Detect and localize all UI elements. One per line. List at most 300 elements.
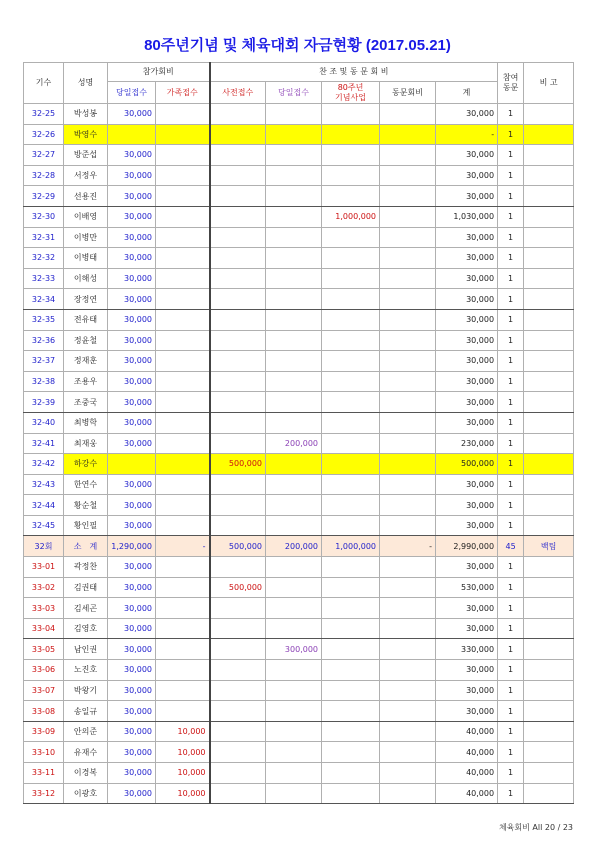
cell-pre-support — [210, 495, 266, 516]
cell-gisu: 32-39 — [24, 392, 64, 413]
cell-day-support — [266, 474, 322, 495]
cell-pre-support — [210, 433, 266, 454]
cell-day-support — [266, 618, 322, 639]
cell-gisu: 32-25 — [24, 104, 64, 125]
cell-attend: 1 — [498, 701, 524, 722]
cell-note — [524, 145, 574, 166]
cell-day-support — [266, 124, 322, 145]
cell-alumni-fee — [380, 742, 436, 763]
cell-day-fee: 30,000 — [108, 412, 156, 433]
cell-gisu: 32-40 — [24, 412, 64, 433]
cell-anniv — [322, 454, 380, 475]
cell-family-fee — [156, 557, 210, 578]
cell-attend: 1 — [498, 206, 524, 227]
cell-attend: 1 — [498, 268, 524, 289]
cell-family-fee: 10,000 — [156, 763, 210, 784]
header-alumni-fee: 동문회비 — [380, 82, 436, 104]
cell-day-support — [266, 742, 322, 763]
cell-note — [524, 124, 574, 145]
cell-total: 30,000 — [436, 104, 498, 125]
cell-anniv: 1,000,000 — [322, 536, 380, 557]
cell-alumni-fee — [380, 433, 436, 454]
cell-total: 30,000 — [436, 268, 498, 289]
cell-total: 1,030,000 — [436, 206, 498, 227]
cell-family-fee — [156, 124, 210, 145]
cell-alumni-fee — [380, 680, 436, 701]
cell-day-support — [266, 227, 322, 248]
cell-total: 30,000 — [436, 412, 498, 433]
header-name: 성명 — [64, 63, 108, 104]
cell-total: 40,000 — [436, 763, 498, 784]
cell-pre-support — [210, 186, 266, 207]
header-day-support: 당일접수 — [266, 82, 322, 104]
cell-name: 이병만 — [64, 227, 108, 248]
cell-day-support — [266, 598, 322, 619]
cell-day-fee: 30,000 — [108, 289, 156, 310]
cell-anniv — [322, 289, 380, 310]
cell-anniv — [322, 742, 380, 763]
cell-alumni-fee — [380, 309, 436, 330]
cell-day-support — [266, 309, 322, 330]
table-row — [24, 618, 574, 639]
table-row — [24, 206, 574, 227]
cell-note — [524, 783, 574, 804]
cell-day-support: 200,000 — [266, 536, 322, 557]
cell-pre-support — [210, 515, 266, 536]
cell-note — [524, 248, 574, 269]
cell-name: 김권태 — [64, 577, 108, 598]
cell-note — [524, 412, 574, 433]
table-row — [24, 371, 574, 392]
cell-day-support — [266, 495, 322, 516]
cell-name: 선용진 — [64, 186, 108, 207]
cell-alumni-fee — [380, 145, 436, 166]
cell-alumni-fee — [380, 557, 436, 578]
cell-day-support — [266, 763, 322, 784]
cell-note — [524, 186, 574, 207]
cell-pre-support — [210, 371, 266, 392]
cell-name: 조용우 — [64, 371, 108, 392]
cell-gisu: 32-28 — [24, 165, 64, 186]
cell-total: 30,000 — [436, 309, 498, 330]
cell-pre-support: 500,000 — [210, 536, 266, 557]
cell-gisu: 33-04 — [24, 618, 64, 639]
cell-pre-support — [210, 557, 266, 578]
cell-name: 최재웅 — [64, 433, 108, 454]
cell-pre-support — [210, 701, 266, 722]
cell-attend: 1 — [498, 660, 524, 681]
cell-family-fee — [156, 701, 210, 722]
table-row — [24, 701, 574, 722]
cell-family-fee — [156, 104, 210, 125]
cell-attend: 1 — [498, 165, 524, 186]
cell-attend: 1 — [498, 309, 524, 330]
cell-total: 30,000 — [436, 145, 498, 166]
cell-anniv: 1,000,000 — [322, 206, 380, 227]
cell-total: 30,000 — [436, 660, 498, 681]
table-row — [24, 289, 574, 310]
cell-attend: 1 — [498, 124, 524, 145]
cell-total: - — [436, 124, 498, 145]
cell-note — [524, 309, 574, 330]
table-row — [24, 412, 574, 433]
cell-anniv — [322, 557, 380, 578]
cell-alumni-fee — [380, 721, 436, 742]
cell-pre-support — [210, 145, 266, 166]
cell-anniv — [322, 701, 380, 722]
cell-name: 장정연 — [64, 289, 108, 310]
cell-alumni-fee — [380, 330, 436, 351]
cell-pre-support — [210, 618, 266, 639]
cell-note — [524, 495, 574, 516]
cell-alumni-fee — [380, 289, 436, 310]
cell-anniv — [322, 618, 380, 639]
table-row — [24, 248, 574, 269]
cell-day-fee: 30,000 — [108, 763, 156, 784]
cell-day-fee: 30,000 — [108, 618, 156, 639]
cell-alumni-fee — [380, 124, 436, 145]
cell-day-fee: 30,000 — [108, 515, 156, 536]
cell-pre-support — [210, 351, 266, 372]
cell-total: 30,000 — [436, 371, 498, 392]
page-footer: 체육회비 All 20 / 23 — [498, 823, 573, 832]
table-row — [24, 660, 574, 681]
cell-day-support — [266, 165, 322, 186]
header-note: 비 고 — [524, 63, 574, 104]
cell-family-fee — [156, 433, 210, 454]
header-day-fee: 당일접수 — [108, 82, 156, 104]
cell-alumni-fee: - — [380, 536, 436, 557]
cell-name: 전유태 — [64, 309, 108, 330]
cell-attend: 1 — [498, 351, 524, 372]
cell-total: 30,000 — [436, 515, 498, 536]
cell-attend: 1 — [498, 371, 524, 392]
cell-anniv — [322, 330, 380, 351]
cell-attend: 1 — [498, 783, 524, 804]
cell-total: 230,000 — [436, 433, 498, 454]
cell-family-fee — [156, 371, 210, 392]
cell-note — [524, 680, 574, 701]
cell-attend: 1 — [498, 742, 524, 763]
table-row — [24, 330, 574, 351]
header-total: 계 — [436, 82, 498, 104]
cell-day-fee: 30,000 — [108, 309, 156, 330]
cell-anniv — [322, 783, 380, 804]
cell-gisu: 33-08 — [24, 701, 64, 722]
cell-note — [524, 433, 574, 454]
cell-day-fee: 1,290,000 — [108, 536, 156, 557]
cell-day-fee: 30,000 — [108, 721, 156, 742]
cell-anniv — [322, 598, 380, 619]
header-gisu: 기수 — [24, 63, 64, 104]
cell-family-fee — [156, 330, 210, 351]
cell-attend: 45 — [498, 536, 524, 557]
cell-pre-support — [210, 783, 266, 804]
cell-family-fee: 10,000 — [156, 742, 210, 763]
cell-gisu: 33-07 — [24, 680, 64, 701]
cell-pre-support: 500,000 — [210, 577, 266, 598]
cell-day-support: 200,000 — [266, 433, 322, 454]
page-title: 80주년기념 및 체육대회 자금현황 (2017.05.21) — [144, 37, 451, 54]
table-row — [24, 145, 574, 166]
cell-name: 이광호 — [64, 783, 108, 804]
cell-note — [524, 639, 574, 660]
cell-alumni-fee — [380, 639, 436, 660]
cell-total: 40,000 — [436, 742, 498, 763]
cell-pre-support — [210, 660, 266, 681]
cell-day-fee: 30,000 — [108, 330, 156, 351]
table-row — [24, 598, 574, 619]
cell-pre-support — [210, 248, 266, 269]
table-row — [24, 165, 574, 186]
cell-alumni-fee — [380, 165, 436, 186]
subtotal-row — [24, 536, 574, 557]
cell-note — [524, 330, 574, 351]
cell-note — [524, 763, 574, 784]
cell-pre-support — [210, 474, 266, 495]
cell-day-support — [266, 248, 322, 269]
cell-anniv — [322, 268, 380, 289]
cell-day-support — [266, 721, 322, 742]
table-row — [24, 721, 574, 742]
cell-total: 30,000 — [436, 701, 498, 722]
cell-family-fee — [156, 165, 210, 186]
cell-anniv — [322, 165, 380, 186]
cell-day-support — [266, 577, 322, 598]
cell-day-support — [266, 680, 322, 701]
cell-pre-support — [210, 330, 266, 351]
cell-family-fee — [156, 309, 210, 330]
cell-note — [524, 268, 574, 289]
cell-name: 송일규 — [64, 701, 108, 722]
cell-gisu: 32-31 — [24, 227, 64, 248]
cell-anniv — [322, 639, 380, 660]
cell-total: 30,000 — [436, 618, 498, 639]
table-row — [24, 309, 574, 330]
cell-anniv — [322, 309, 380, 330]
cell-family-fee: 10,000 — [156, 783, 210, 804]
cell-day-fee: 30,000 — [108, 227, 156, 248]
cell-alumni-fee — [380, 618, 436, 639]
cell-attend: 1 — [498, 392, 524, 413]
cell-gisu: 32-26 — [24, 124, 64, 145]
header-pre-support: 사전접수 — [210, 82, 266, 104]
header-group-support: 찬 조 및 동 문 회 비 — [210, 63, 498, 82]
cell-name: 남인권 — [64, 639, 108, 660]
cell-day-fee: 30,000 — [108, 145, 156, 166]
cell-day-fee: 30,000 — [108, 639, 156, 660]
cell-day-support — [266, 145, 322, 166]
table-row — [24, 783, 574, 804]
cell-alumni-fee — [380, 206, 436, 227]
cell-note — [524, 742, 574, 763]
cell-note — [524, 515, 574, 536]
cell-day-fee: 30,000 — [108, 474, 156, 495]
cell-pre-support: 500,000 — [210, 454, 266, 475]
cell-day-fee: 30,000 — [108, 598, 156, 619]
cell-note — [524, 701, 574, 722]
cell-anniv — [322, 515, 380, 536]
table-row — [24, 351, 574, 372]
cell-total: 530,000 — [436, 577, 498, 598]
cell-family-fee — [156, 392, 210, 413]
cell-attend: 1 — [498, 145, 524, 166]
cell-total: 30,000 — [436, 474, 498, 495]
table-row — [24, 763, 574, 784]
cell-alumni-fee — [380, 104, 436, 125]
cell-name: 하강수 — [64, 454, 108, 475]
cell-alumni-fee — [380, 454, 436, 475]
cell-total: 40,000 — [436, 783, 498, 804]
table-row — [24, 268, 574, 289]
cell-alumni-fee — [380, 351, 436, 372]
header-family-fee: 가족접수 — [156, 82, 210, 104]
cell-note — [524, 227, 574, 248]
cell-note — [524, 371, 574, 392]
cell-note — [524, 721, 574, 742]
cell-pre-support — [210, 763, 266, 784]
cell-alumni-fee — [380, 412, 436, 433]
cell-gisu: 33-12 — [24, 783, 64, 804]
cell-day-fee: 30,000 — [108, 701, 156, 722]
cell-day-fee: 30,000 — [108, 268, 156, 289]
cell-day-support — [266, 289, 322, 310]
cell-family-fee — [156, 598, 210, 619]
cell-pre-support — [210, 206, 266, 227]
cell-name: 박성봉 — [64, 104, 108, 125]
cell-alumni-fee — [380, 515, 436, 536]
cell-name: 박왕기 — [64, 680, 108, 701]
cell-gisu: 32회 — [24, 536, 64, 557]
cell-pre-support — [210, 227, 266, 248]
cell-anniv — [322, 433, 380, 454]
cell-gisu: 32-44 — [24, 495, 64, 516]
cell-day-support — [266, 557, 322, 578]
cell-anniv — [322, 680, 380, 701]
cell-day-support — [266, 186, 322, 207]
cell-gisu: 32-29 — [24, 186, 64, 207]
cell-anniv — [322, 186, 380, 207]
cell-anniv — [322, 248, 380, 269]
cell-total: 30,000 — [436, 680, 498, 701]
cell-note — [524, 474, 574, 495]
cell-name: 박영수 — [64, 124, 108, 145]
cell-name: 소 계 — [64, 536, 108, 557]
cell-gisu: 33-10 — [24, 742, 64, 763]
table-row — [24, 495, 574, 516]
cell-attend: 1 — [498, 639, 524, 660]
cell-alumni-fee — [380, 577, 436, 598]
cell-day-fee: 30,000 — [108, 104, 156, 125]
cell-family-fee — [156, 495, 210, 516]
cell-attend: 1 — [498, 454, 524, 475]
cell-total: 500,000 — [436, 454, 498, 475]
cell-pre-support — [210, 742, 266, 763]
cell-note — [524, 618, 574, 639]
cell-family-fee — [156, 268, 210, 289]
cell-anniv — [322, 371, 380, 392]
cell-name: 정재훈 — [64, 351, 108, 372]
cell-attend: 1 — [498, 618, 524, 639]
cell-alumni-fee — [380, 186, 436, 207]
table-row — [24, 104, 574, 125]
cell-name: 노진호 — [64, 660, 108, 681]
cell-name: 황순철 — [64, 495, 108, 516]
cell-gisu: 32-33 — [24, 268, 64, 289]
cell-name: 이배영 — [64, 206, 108, 227]
cell-gisu: 32-30 — [24, 206, 64, 227]
cell-name: 정윤철 — [64, 330, 108, 351]
cell-day-support — [266, 351, 322, 372]
cell-family-fee — [156, 248, 210, 269]
cell-total: 2,990,000 — [436, 536, 498, 557]
cell-pre-support — [210, 289, 266, 310]
cell-total: 30,000 — [436, 289, 498, 310]
cell-note — [524, 454, 574, 475]
cell-day-support: 300,000 — [266, 639, 322, 660]
cell-pre-support — [210, 412, 266, 433]
table-row — [24, 433, 574, 454]
cell-family-fee — [156, 660, 210, 681]
cell-gisu: 32-35 — [24, 309, 64, 330]
cell-alumni-fee — [380, 474, 436, 495]
cell-note — [524, 598, 574, 619]
cell-name: 최병학 — [64, 412, 108, 433]
cell-total: 30,000 — [436, 165, 498, 186]
cell-anniv — [322, 124, 380, 145]
cell-day-fee: 30,000 — [108, 742, 156, 763]
cell-name: 이경복 — [64, 763, 108, 784]
cell-day-fee: 30,000 — [108, 495, 156, 516]
cell-gisu: 33-06 — [24, 660, 64, 681]
cell-total: 30,000 — [436, 248, 498, 269]
cell-total: 30,000 — [436, 598, 498, 619]
cell-alumni-fee — [380, 227, 436, 248]
header-group-fee: 참가회비 — [108, 63, 210, 82]
cell-attend: 1 — [498, 577, 524, 598]
cell-pre-support — [210, 124, 266, 145]
cell-gisu: 32-41 — [24, 433, 64, 454]
cell-note — [524, 104, 574, 125]
cell-pre-support — [210, 309, 266, 330]
cell-family-fee: 10,000 — [156, 721, 210, 742]
cell-family-fee — [156, 206, 210, 227]
cell-family-fee — [156, 680, 210, 701]
cell-pre-support — [210, 104, 266, 125]
cell-attend: 1 — [498, 515, 524, 536]
cell-gisu: 32-27 — [24, 145, 64, 166]
header-anniv: 80주년 기념사업 — [322, 82, 380, 104]
cell-alumni-fee — [380, 763, 436, 784]
cell-family-fee — [156, 515, 210, 536]
cell-attend: 1 — [498, 474, 524, 495]
cell-pre-support — [210, 680, 266, 701]
table-row — [24, 577, 574, 598]
cell-attend: 1 — [498, 248, 524, 269]
cell-attend: 1 — [498, 598, 524, 619]
cell-day-fee: 30,000 — [108, 248, 156, 269]
cell-gisu: 32-42 — [24, 454, 64, 475]
cell-day-fee: 30,000 — [108, 392, 156, 413]
cell-attend: 1 — [498, 495, 524, 516]
cell-attend: 1 — [498, 763, 524, 784]
cell-name: 한연수 — [64, 474, 108, 495]
cell-total: 30,000 — [436, 392, 498, 413]
table-row — [24, 186, 574, 207]
cell-total: 30,000 — [436, 186, 498, 207]
cell-gisu: 33-01 — [24, 557, 64, 578]
cell-gisu: 33-05 — [24, 639, 64, 660]
